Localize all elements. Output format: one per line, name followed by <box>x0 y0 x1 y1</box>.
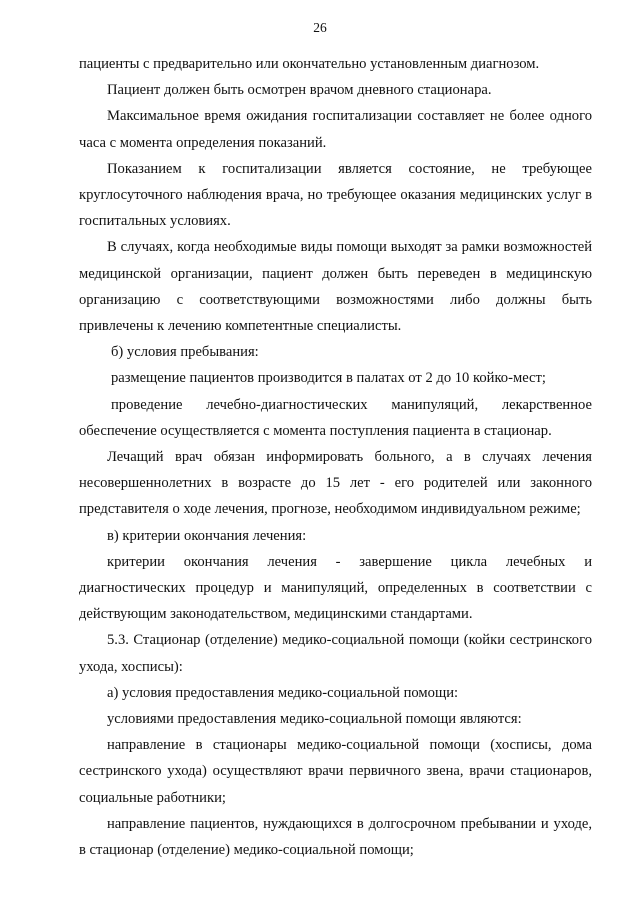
paragraph-10: в) критерии окончания лечения: <box>107 527 307 544</box>
paragraph-5: В случаях, когда необходимые виды помощи выходят за рамки возможностей медицинской организации, пациент должен быть переведен в медицинскую организацию с соответствующими возможностями либо должны быть привлечены к лечению компетентные специалисты. <box>79 239 592 335</box>
paragraph-11: критерии окончания лечения - завершение цикла лечебных и диагностических процедур и манипуляций, определенных в соответствии с действующим законодательством, медицинскими стандартами. <box>79 553 592 623</box>
paragraph-1: пациенты с предварительно или окончательно установленным диагнозом. <box>79 56 540 72</box>
paragraph-4: Показанием к госпитализации является состояние, не требующее круглосуточного наблюдения врача, но требующее оказания медицинских услуг в госпитальных условиях. <box>79 160 592 230</box>
paragraph-15: направление в стационары медико-социальной помощи (хосписы, дома сестринского ухода) осуществляют врачи первичного звена, врачи стационаров, социальные работники; <box>79 737 592 806</box>
paragraph-8: проведение лечебно-диагностических манипуляций, лекарственное обеспечение осуществляется с момента поступления пациента в стационар. <box>79 396 592 439</box>
paragraph-7: размещение пациентов производится в палатах от 2 до 10 койко-мест; <box>111 370 546 387</box>
paragraph-12: 5.3. Стационар (отделение) медико-социальной помощи (койки сестринского ухода, хосписы): <box>79 632 592 675</box>
page-number: 26 <box>313 20 327 35</box>
paragraph-3: Максимальное время ожидания госпитализации составляет не более одного часа с момента определения показаний. <box>79 108 592 151</box>
paragraph-2: Пациент должен быть осмотрен врачом дневного стационара. <box>107 82 492 99</box>
paragraph-9: Лечащий врач обязан информировать больного, а в случаях лечения несовершеннолетних в возрасте до 15 лет - его родителей или законного представителя о ходе лечения, прогнозе, необходимом индивидуальном режиме; <box>79 449 592 518</box>
document-body <box>79 51 592 863</box>
paragraph-16: направление пациентов, нуждающихся в долгосрочном пребывании и уходе, в стационар (отделение) медико-социальной помощи; <box>79 815 592 859</box>
paragraph-6: б) условия пребывания: <box>111 344 259 361</box>
paragraph-14: условиями предоставления медико-социальной помощи являются: <box>107 711 522 728</box>
paragraph-13: а) условия предоставления медико-социальной помощи: <box>107 684 459 701</box>
